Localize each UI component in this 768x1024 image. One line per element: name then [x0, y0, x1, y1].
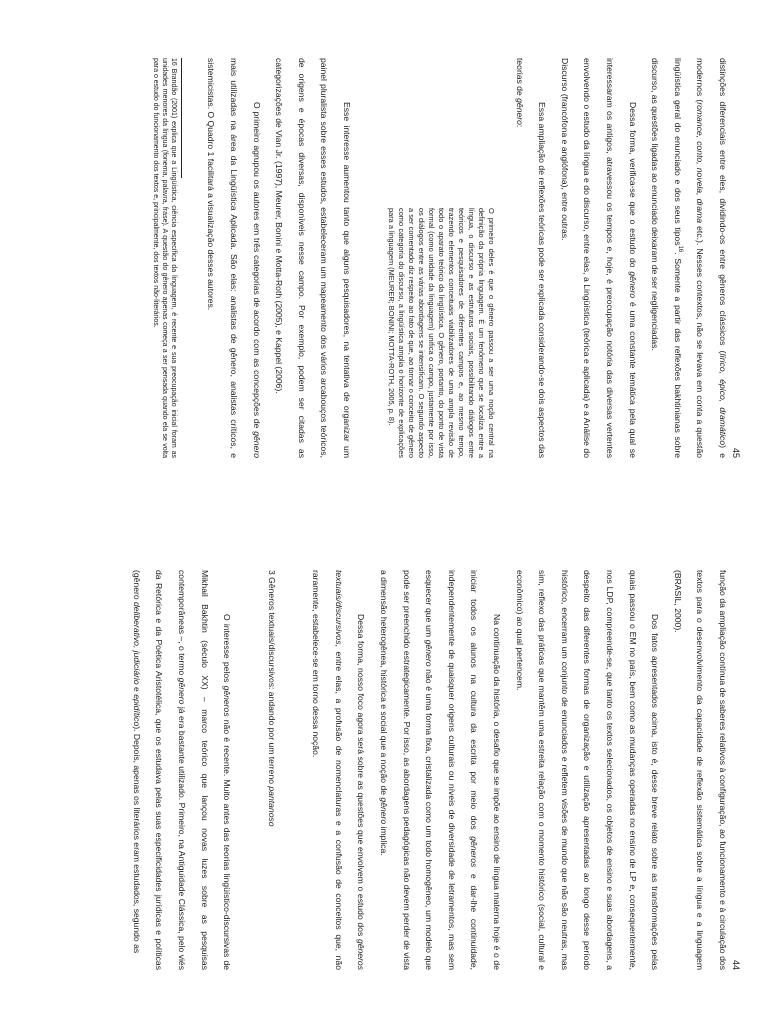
section-heading: 3 Gêneros textuais/discursivos: andando por um terreno pantanoso: [266, 570, 277, 827]
page-number: 44: [731, 959, 741, 970]
paragraph: distinções diferenciais entre eles, dividindo-os entre gêneros clássicos (lírico, épico, dramático) e modernos (romance, conto, novela, drama etc.). Nesses contextos, não se levava em conta a questão lingüística geral do enunciado e dos seus tipos$^{16}$. Somente a partir das reflexões bakhtinianas sobre discurso, as questões ligadas ao enunciado deixaram de ser negligenciadas.: [650, 58, 728, 459]
spacer: [283, 570, 305, 970]
footnote-marker: 16: [676, 245, 683, 253]
paragraph: Esse interesse aumentou tanto que alguns pesquisadores, na tentativa de organizar um painel pluralista sobre esses estudos, estabeleceram um mapeamento dos vários arcabouços teóricos, de origens e épocas diversas, disponíveis nesse campo. Por exemplo, podem ser citadas as categorizações de Vian Jr. (1997), Meurer, Bonini e Motta-Roth (2005), e Kappel (2006).: [274, 58, 353, 458]
paragraph: Na continuação da história, o desafio que se impõe ao ensino de língua materna hoje é o de iniciar todos os alunos na cultura da escrita por meio dos gêneros e dar-lhe continuidade, independentemente de quaisquer origens culturais ou níveis de diversidade de letramentos, mas sem esquecer que um gênero não é uma forma fixa, cristalizada como um todo homogêneo, um modelo que pode ser preenchido estrategicamente. Por isso, as abordagens pedagógicas não devem perder de vista a dimensão heterogênea, histórica e social que a noção de gênero implica.: [379, 570, 503, 970]
spacer: [238, 570, 260, 970]
paragraph: Dos fatos apresentados acima, isto é, desse breve relato sobre as transformações pelas quais passou o EM no país, bem como as mudanças operadas no ensino de LP e, consequentemente, nos LDP, compreende-se, que tanto os textos selecionados, os objetos de ensino e suas abordagens, a despeito das diferentes formas de organização e utilização apresentadas ao longo desse período histórico, encerram um conjunto de enunciados e refletem visões de mundo que não são neutras, mas sim, reflexo das práticas que mantêm uma estreita relação com o momento histórico (social, cultural e econômico) ao qual pertencem.: [514, 570, 661, 970]
paragraph: O primeiro agrupou os autores em três categorias de acordo com as concepções de gênero mais utilizadas na área da Lingüística Aplicada. São elas: analistas de gênero, analistas críticos, e sistemicistas. O Quadro 1 facilitará a visualização desses autores.: [206, 58, 262, 458]
paragraph: função da ampliação contínua de saberes relativos à configuração, ao funcionamento e à circulação dos textos para o desenvolvimento da capacidade de reflexão sistemática sobre a língua e a linguagem (BRASIL, 2000).: [672, 570, 728, 970]
spacer: [358, 58, 380, 458]
paragraph: Dessa forma, nosso foco agora será sobre as questões que envolvem o estudo dos gêneros textuais/discursivos, entre elas, a profusão de nomenclaturas e a confusão de conceitos que, não raramente, estabelece-se em torno dessa noção.: [311, 570, 367, 970]
footnote-divider: [181, 58, 182, 178]
page-44: [0, 512, 768, 1024]
block-quote: O primeiro deles é que o gênero passou a ser uma noção central na definição da própria linguagem. É um fenômeno que se localiza entre a língua, o discurso e as estruturas sociais, possibilitando diálogos entre teóricos e pesquisadores de diferentes campos e, ao mesmo tempo, trazendo elementos conceituais viabilizadores de uma ampla revisão de todo o aparato teórico da lingüística. O gênero, portanto, do ponto de vista formal (como unidade da linguagem) unifica o campo, justamente por isso, os diálogos entre as várias abordagens se intensificam. O segundo aspecto a ser comentado diz respeito ao fato de que, ao tornar o conceito de gênero como categoria do discurso, a lingüística amplia o horizonte de explicações para a linguagem (MEURER; BONINI; MOTTA-ROTH, 2005, p. 8).: [387, 208, 497, 458]
paragraph: Essa ampliação de reflexões teóricas pode ser explicada considerando-se dois aspectos das teorias de gênero:: [514, 58, 548, 458]
page-number: 45: [731, 447, 741, 458]
paragraph: Dessa forma, verifica-se que o estudo do gênero é uma constante temática pela qual se interessaram os antigos, atravessou os tempos e, hoje, é preocupação notória das diversas vertentes envolvendo o estudo da língua e do discurso, entre elas, a Lingüística (teórica e aplicada) e a Análise do Discurso (francófona e anglófona), entre outras.: [559, 58, 638, 458]
paragraph: O interesse pelos gêneros não é recente. Muito antes das teorias lingüístico-discursivas de Mikhail Bakhtin (século XX) – marco teórico que lançou novas luzes sobre as pesquisas contemporâneas –, o termo gênero já era bastante utilizado. Primeiro, na Antiguidade Clássica, pelo viés da Retórica e da Poética Aristotélica, que os estudava pelas suas especificidades jurídicas e políticas (gênero deliberativo, judiciário e epidítico). Depois, apenas os literários eram estudados, segundo as: [131, 570, 233, 971]
footnote: 16 Brandão (2001) explica que a Lingüística, ciência específica da linguagem, é recente e sua preocupação inicial foram as unidades menores da língua (fonema, palavra, frase). A questão do gênero apenas começa a ser pensada quando ela se volta para o estudo do funcionamento dos textos e, principalmente, dos textos não-literários.: [151, 58, 177, 458]
